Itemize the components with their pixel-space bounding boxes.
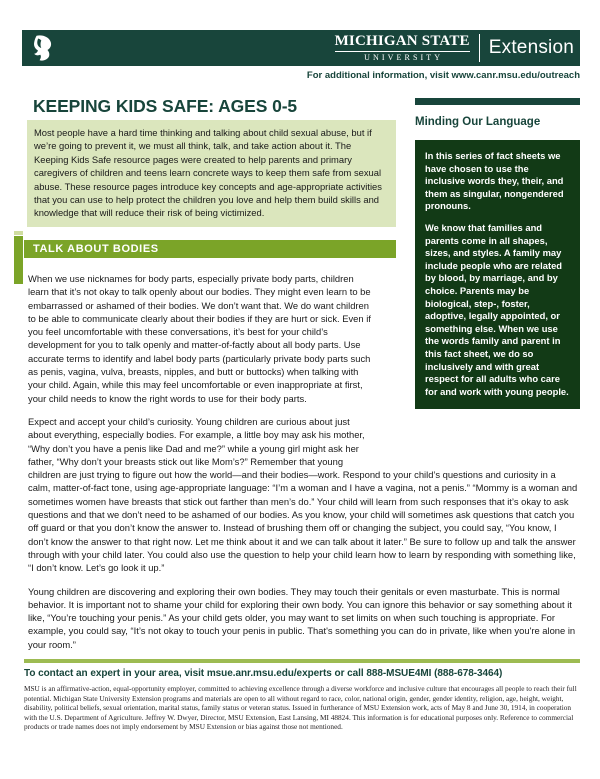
- wordmark-michigan-state: MICHIGAN STATE: [334, 33, 470, 50]
- sidebar-heading: Minding Our Language: [415, 116, 541, 128]
- sidebar-text-wrap-spacer: [374, 272, 579, 468]
- body-paragraph: When we use nicknames for body parts, especially private body parts, children learn that it’s not okay to talk openly about our bodies. They might even learn to be embarrassed or ashamed of their bodies. We don’t want that. We do want children to be able to communicate clearly about their bodies if they are hurt or sick. Even if you feel uncomfortable with these conversations, it’s best for your child’s development for you to talk openly and matter-of-factly about all body parts. Use accurate terms to identify and label body parts (particularly private body parts such as penis, vagina, vulva, breasts, nipples, and butt or buttocks) when talking with your child. Again, while this may feel uncomfortable or even inappropriate at first, your child needs to know the right words to use for their body parts.: [28, 273, 371, 404]
- sidebar-paragraph: In this series of fact sheets we have chosen to use the inclusive words they, their, and them as singular, nongendered pronouns.: [425, 150, 564, 212]
- left-accent-stripe: [14, 236, 23, 284]
- msu-wordmark: [335, 30, 580, 66]
- left-accent-stripe-cap: [14, 231, 23, 235]
- footer-contact-line: To contact an expert in your area, visit msue.anr.msu.edu/experts or call 888-MSUE4MI (888-678-3464): [24, 668, 503, 679]
- sidebar-paragraph: We know that families and parents come in all shapes, sizes, and styles. A family may include people who are related by blood, by marriage, and by choice. Parents may be biological, step-, foster, adoptive, legally appointed, or something else. When we use the words family and parent in this fact sheet, we do so inclusively and with great respect for all adults who care for and work with young people.: [425, 221, 569, 397]
- spartan-helmet-icon: [26, 31, 60, 65]
- body-paragraph: Young children are discovering and exploring their own bodies. They may touch their genitals or even masturbate. This is normal behavior. It is important not to shame your child for exploring their own body. You can ignore this behavior or say something about it like, “You’re touching your penis.” As your child gets older, you may want to set limits on when such touching is appropriate. For example, you could say, “It’s not okay to touch your penis in public. That's something you can do in private, like when you're alone in your room.”: [28, 585, 576, 650]
- page-title: KEEPING KIDS SAFE: AGES 0-5: [33, 96, 298, 116]
- body-paragraph: Expect and accept your child’s curiosity. Young children are curious about just about everything, especially bodies. For example, a little boy may ask his mother, “Why don’t you have a penis like Dad and me?” while a young girl might ask her father, “Why don’t your breasts stick out like Mom’s?” Remember that young children are just trying to figure out how the world—and their bodies—work. Respond to your child’s questions and curiosity in a calm, matter-of-fact tone, using age-appropriate language: “I’m a woman and I have a vagina, not a penis.” “Mommy is a woman and sometimes women have breasts that stick out farther than men’s do.” Your child will learn from such responses that it’s okay to ask questions and that we don’t need to be ashamed of our bodies. As you know, your child will sometimes ask questions that catch you off guard or that you don’t know the answer to. Instead of brushing them off or changing the subject, you could say, “You know, I don’t know the answer to that right now. Let me think about it and we can talk about it later.” Be sure to follow up and talk the answer through with your child later. You could also use the question to help your child learn how to learn by responding with something like, “I don’t know. Let’s go look it up.”: [28, 415, 578, 574]
- wordmark-university: UNIVERSITY: [364, 52, 444, 62]
- msu-header-bar: [22, 30, 580, 66]
- header-website-note: For additional information, visit www.canr.msu.edu/outreach: [306, 70, 580, 81]
- intro-text: Most people have a hard time thinking and talking about child sexual abuse, but if we’re going to prevent it, we must all think, talk, and take action about it. The Keeping Kids Safe resource pages were created to help parents and primary caregivers of children and teens learn concrete ways to keep them safe from sexual abuse. These resource pages introduce key concepts and age-appropriate activities that you can use to help protect the children you love and help them build skills and knowledge that will reduce their risk of being victimized.: [34, 127, 382, 219]
- footer-legal-disclaimer: MSU is an affirmative-action, equal-opportunity employer, committed to achieving excellence through a diverse workforce and inclusive culture that encourages all people to reach their full potential. Michigan State University Extension programs and materials are open to all without regard to race, color, national origin, gender, gender identity, religion, age, height, weight, disability, political beliefs, sexual orientation, marital status, family status or veteran status. Issued in furtherance of MSU Extension work, acts of May 8 and June 30, 1914, in cooperation with the U.S. Department of Agriculture. Jeffrey W. Dwyer, Director, MSU Extension, East Lansing, MI 48824. This information is for educational purposes only. Reference to commercial products or trade names does not imply endorsement by MSU Extension or bias against those not mentioned.: [24, 684, 577, 732]
- wordmark-extension: Extension: [488, 37, 574, 58]
- main-body-text: [28, 272, 579, 651]
- wordmark-divider: [479, 34, 480, 62]
- msu-lockup: [335, 34, 479, 62]
- section-header-label: TALK ABOUT BODIES: [33, 243, 159, 255]
- footer-divider-rule: [24, 659, 580, 663]
- intro-callout-box: [24, 120, 396, 227]
- section-header-talk-about-bodies: [24, 240, 396, 258]
- sidebar-top-rule: [415, 98, 580, 105]
